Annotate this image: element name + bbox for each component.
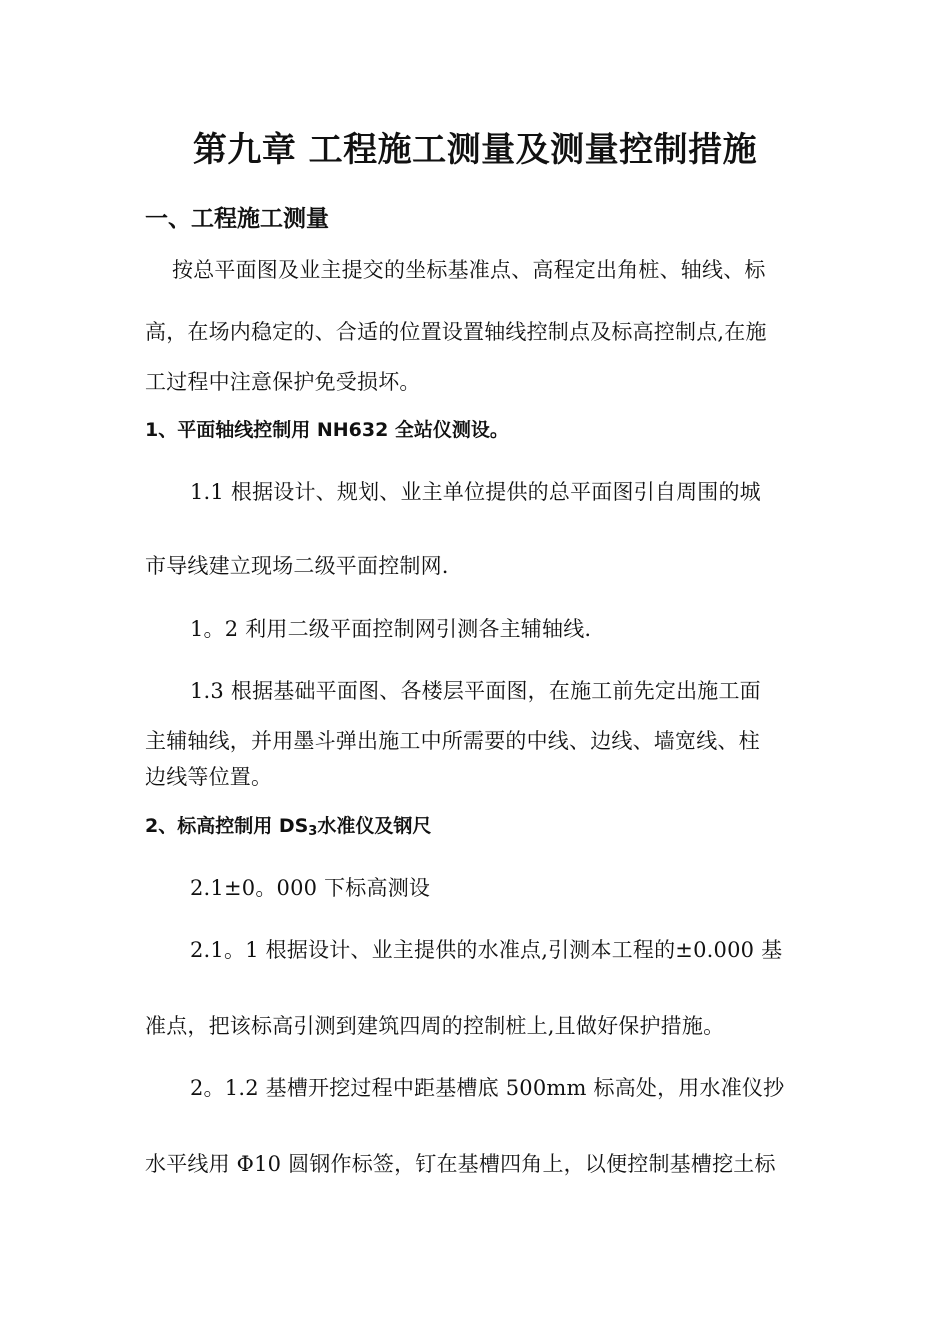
para-1-1-line-1: 1.1 根据设计、规划、业主单位提供的总平面图引自周围的城 <box>190 480 761 504</box>
intro-line-1: 按总平面图及业主提交的坐标基准点、高程定出角桩、轴线、标 <box>172 258 766 282</box>
para-2-1-1-line-1: 2.1。1 根据设计、业主提供的水准点,引测本工程的±0.000 基 <box>190 938 783 962</box>
subsection-heading-2-subscript: 3 <box>308 824 318 839</box>
para-2-1-line-1: 2.1±0。000 下标高测设 <box>190 876 431 900</box>
para-1-3-line-2: 主辅轴线，并用墨斗弹出施工中所需要的中线、边线、墙宽线、柱 <box>145 729 760 753</box>
subsection-heading-2 <box>145 812 431 840</box>
para-2-1-1-line-2: 准点，把该标高引测到建筑四周的控制桩上,且做好保护措施。 <box>145 1014 725 1038</box>
para-1-1-line-2: 市导线建立现场二级平面控制网. <box>145 554 449 578</box>
subsection-heading-1: 1、平面轴线控制用 NH632 全站仪测设。 <box>145 419 509 441</box>
intro-line-2: 高，在场内稳定的、合适的位置设置轴线控制点及标高控制点,在施 <box>145 320 767 344</box>
para-2-1-2-line-1: 2。1.2 基槽开挖过程中距基槽底 500mm 标高处，用水准仪抄 <box>190 1076 785 1100</box>
intro-line-3: 工过程中注意保护免受损坏。 <box>145 370 421 394</box>
subsection-heading-2-pre: 2、标高控制用 DS <box>145 815 309 837</box>
para-2-1-2-line-2: 水平线用 Φ10 圆钢作标签，钉在基槽四角上，以便控制基槽挖土标 <box>145 1152 776 1176</box>
section-heading: 一、工程施工测量 <box>145 206 329 232</box>
para-1-3-line-1: 1.3 根据基础平面图、各楼层平面图，在施工前先定出施工面 <box>190 679 761 703</box>
para-1-2-line-1: 1。2 利用二级平面控制网引测各主辅轴线. <box>190 617 592 641</box>
subsection-heading-2-post: 水准仪及钢尺 <box>317 815 432 837</box>
chapter-title: 第九章 工程施工测量及测量控制措施 <box>192 130 758 170</box>
para-1-3-line-3: 边线等位置。 <box>145 765 273 789</box>
